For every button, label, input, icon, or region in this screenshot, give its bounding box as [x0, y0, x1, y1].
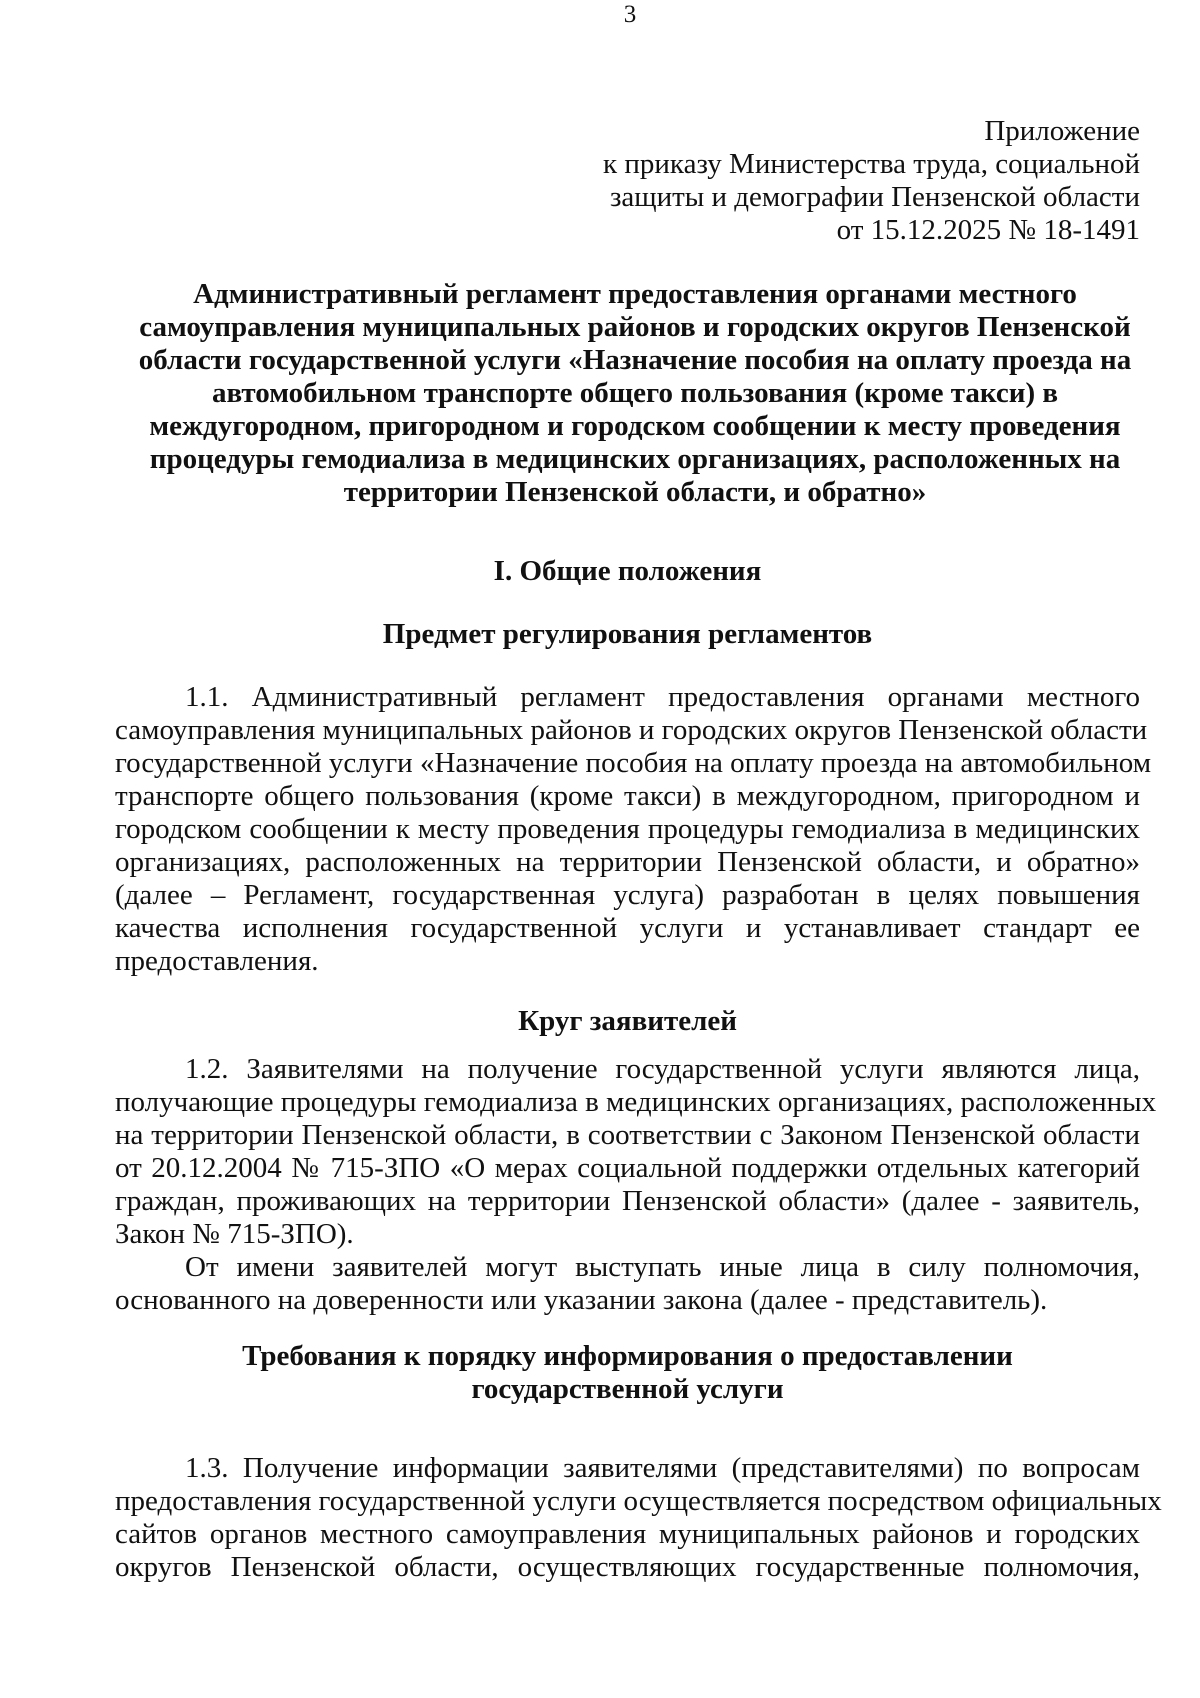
paragraph-line: Закон № 715-ЗПО). [115, 1218, 354, 1250]
appendix-line: от 15.12.2025 № 18-1491 [836, 214, 1140, 246]
subsection-heading: Требования к порядку информирования о предоставлении [242, 1340, 1013, 1372]
title-line: территории Пензенской области, и обратно» [343, 476, 927, 508]
paragraph-line: транспорте общего пользования (кроме такси) в междугородном, пригородном и [115, 780, 1140, 812]
paragraph-line: качества исполнения государственной услуги и устанавливает стандарт ее [115, 912, 1140, 944]
paragraph-line: городском сообщении к месту проведения процедуры гемодиализа в медицинских [115, 813, 1140, 845]
title-line: автомобильном транспорте общего пользования (кроме такси) в [211, 377, 1059, 409]
paragraph-1-1 [115, 681, 1152, 978]
paragraph-line: на территории Пензенской области, в соответствии с Законом Пензенской области [115, 1119, 1140, 1151]
appendix-line: к приказу Министерства труда, социальной [603, 148, 1140, 180]
paragraph-line: от 20.12.2004 № 715-ЗПО «О мерах социальной поддержки отдельных категорий [115, 1152, 1140, 1184]
appendix-line: Приложение [984, 115, 1140, 147]
paragraph-1-2 [115, 1053, 1157, 1317]
paragraph-line: государственной услуги «Назначение пособия на оплату проезда на автомобильном [115, 747, 1152, 779]
page-number: 3 [623, 1, 637, 28]
appendix-block [560, 115, 1140, 247]
title-line: области государственной услуги «Назначение пособия на оплату проезда на [138, 344, 1132, 376]
subsection-heading: Предмет регулирования регламентов [382, 618, 873, 650]
paragraph-line: 1.2. Заявителями на получение государственной услуги являются лица, [185, 1053, 1140, 1085]
paragraph-line: предоставления государственной услуги осуществляется посредством официальных [115, 1485, 1162, 1517]
title-line: процедуры гемодиализа в медицинских организациях, расположенных на [149, 443, 1121, 475]
paragraph-line: От имени заявителей могут выступать иные лица в силу полномочия, [185, 1251, 1140, 1283]
paragraph-line: самоуправления муниципальных районов и городских округов Пензенской области [115, 714, 1148, 746]
paragraph-line: организациях, расположенных на территории Пензенской области, и обратно» [115, 846, 1140, 878]
paragraph-line: 1.3. Получение информации заявителями (представителями) по вопросам [185, 1452, 1140, 1484]
paragraph-line: сайтов органов местного самоуправления муниципальных районов и городских [115, 1518, 1140, 1550]
title-line: Административный регламент предоставления органами местного [193, 278, 1077, 310]
subsection-heading: Круг заявителей [518, 1005, 737, 1037]
paragraph-line: (далее – Регламент, государственная услуга) разработан в целях повышения [115, 879, 1140, 911]
subsection-heading: государственной услуги [471, 1373, 784, 1405]
title-line: междугородном, пригородном и городском сообщении к месту проведения [149, 410, 1121, 442]
paragraph-line: округов Пензенской области, осуществляющих государственные полномочия, [115, 1551, 1140, 1583]
paragraph-line: 1.1. Административный регламент предоставления органами местного [185, 681, 1140, 713]
paragraph-line: граждан, проживающих на территории Пензенской области» (далее - заявитель, [115, 1185, 1140, 1217]
title-line: самоуправления муниципальных районов и городских округов Пензенской [139, 311, 1131, 343]
paragraph-line: получающие процедуры гемодиализа в медицинских организациях, расположенных [115, 1086, 1157, 1118]
document-title [130, 278, 1140, 509]
section-heading: I. Общие положения [493, 555, 762, 587]
paragraph-line: предоставления. [115, 945, 319, 977]
paragraph-line: основанного на доверенности или указании закона (далее - представитель). [115, 1284, 1048, 1316]
paragraph-1-3 [115, 1452, 1162, 1584]
appendix-line: защиты и демографии Пензенской области [609, 181, 1140, 213]
